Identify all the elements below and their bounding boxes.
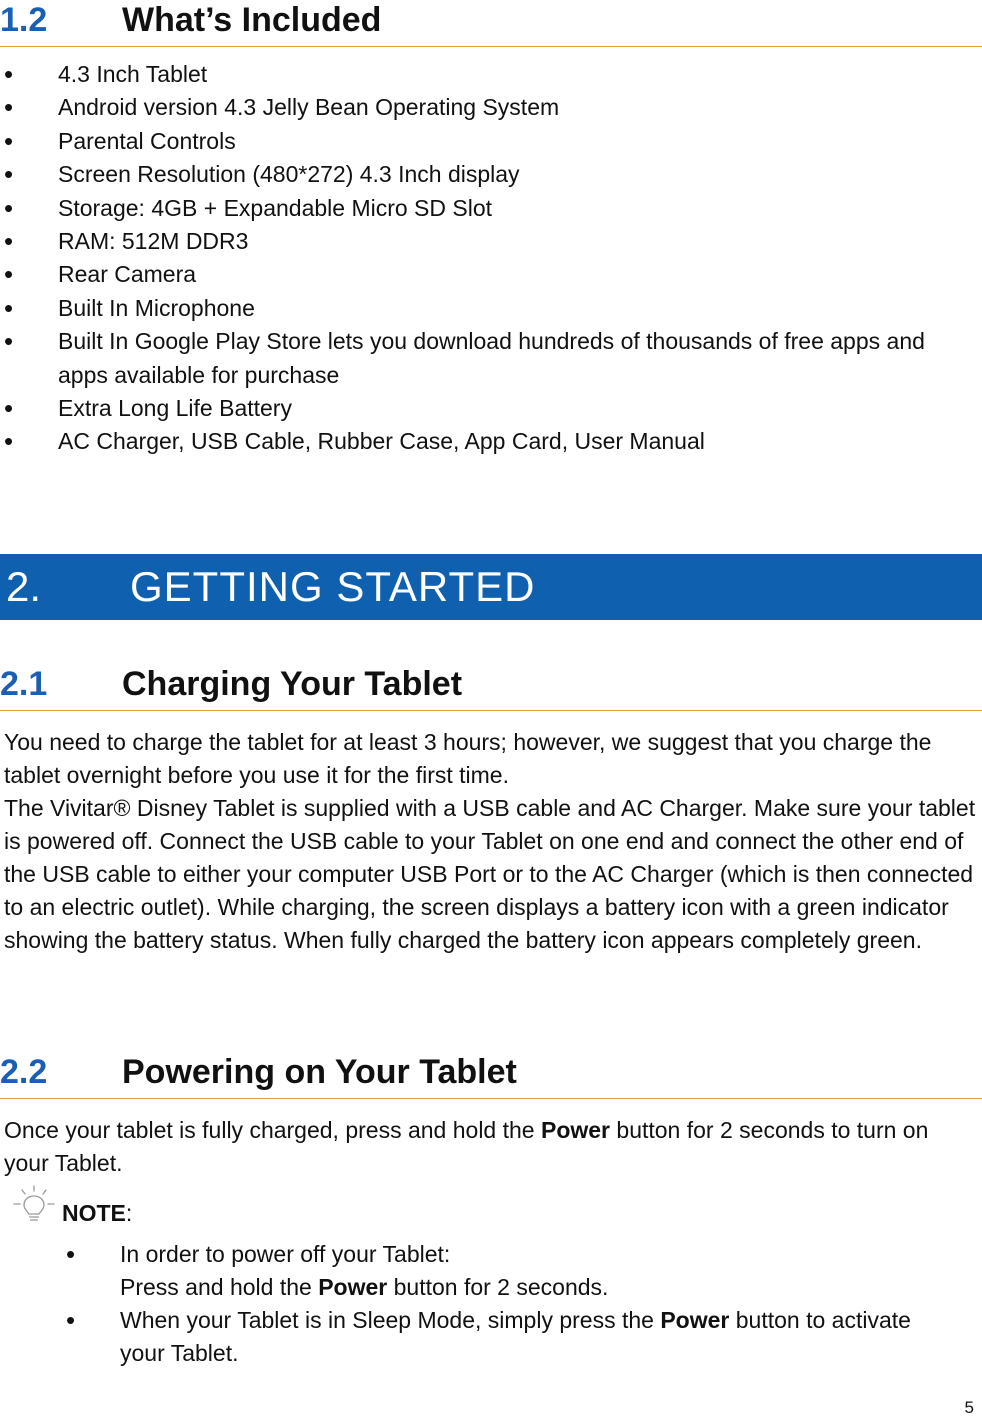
note-list <box>62 1238 962 1370</box>
list-item: • Parental Controls <box>0 125 975 158</box>
list-item: • Android version 4.3 Jelly Bean Operating System <box>0 91 975 124</box>
list-item: • When your Tablet is in Sleep Mode, simply press the Power button to activate your Tablet. <box>62 1304 962 1370</box>
note-label: NOTE: <box>62 1200 133 1226</box>
section-1-2-number: 1.2 <box>0 1 48 39</box>
list-item: • Built In Google Play Store lets you download hundreds of thousands of free apps and apps available for purchase <box>0 325 975 392</box>
lightbulb-icon <box>12 1184 56 1224</box>
section-1-2-heading <box>0 0 982 47</box>
list-item: • Screen Resolution (480*272) 4.3 Inch display <box>0 158 975 191</box>
page-number: 5 <box>964 1398 974 1417</box>
power-keyword: Power <box>540 1117 611 1143</box>
section-2-2-title: Powering on Your Tablet <box>122 1053 517 1091</box>
section-2-2-number: 2.2 <box>0 1053 48 1091</box>
chapter-2-number: 2. <box>6 563 42 610</box>
chapter-2-title: GETTING STARTED <box>130 563 536 610</box>
list-item: • Built In Microphone <box>0 292 975 325</box>
chapter-2-heading <box>0 554 982 620</box>
section-2-1-number: 2.1 <box>0 665 48 703</box>
powering-paragraph: Once your tablet is fully charged, press and hold the Power button for 2 seconds to turn on your Tablet. <box>4 1117 929 1176</box>
charging-text <box>4 726 979 957</box>
list-item: • Rear Camera <box>0 258 975 291</box>
list-item: • Storage: 4GB + Expandable Micro SD Slot <box>0 192 975 225</box>
section-1-2-title: What’s Included <box>122 1 382 39</box>
list-item: • RAM: 512M DDR3 <box>0 225 975 258</box>
list-item: • Extra Long Life Battery <box>0 392 975 425</box>
section-2-1-heading <box>0 664 982 711</box>
list-item: • In order to power off your Tablet: Press and hold the Power button for 2 seconds. <box>62 1238 962 1304</box>
included-items-list <box>0 58 975 459</box>
list-item: • AC Charger, USB Cable, Rubber Case, App Card, User Manual <box>0 425 975 458</box>
section-2-1-title: Charging Your Tablet <box>122 665 463 703</box>
list-item: • 4.3 Inch Tablet <box>0 58 975 91</box>
section-2-2-heading <box>0 1052 982 1099</box>
charging-paragraph-2: The Vivitar® Disney Tablet is supplied with a USB cable and AC Charger. Make sure your tablet is powered off. Connect the USB cable to your Tablet on one end and connect the other end of the USB cable to either your computer USB Port or to the AC Charger (which is then connected to an electric outlet). While charging, the screen displays a battery icon with a green indicator showing the battery status. When fully charged the battery icon appears completely green. <box>4 795 976 953</box>
charging-paragraph-1: You need to charge the tablet for at least 3 hours; however, we suggest that you charge the tablet overnight before you use it for the first time. <box>4 729 932 788</box>
